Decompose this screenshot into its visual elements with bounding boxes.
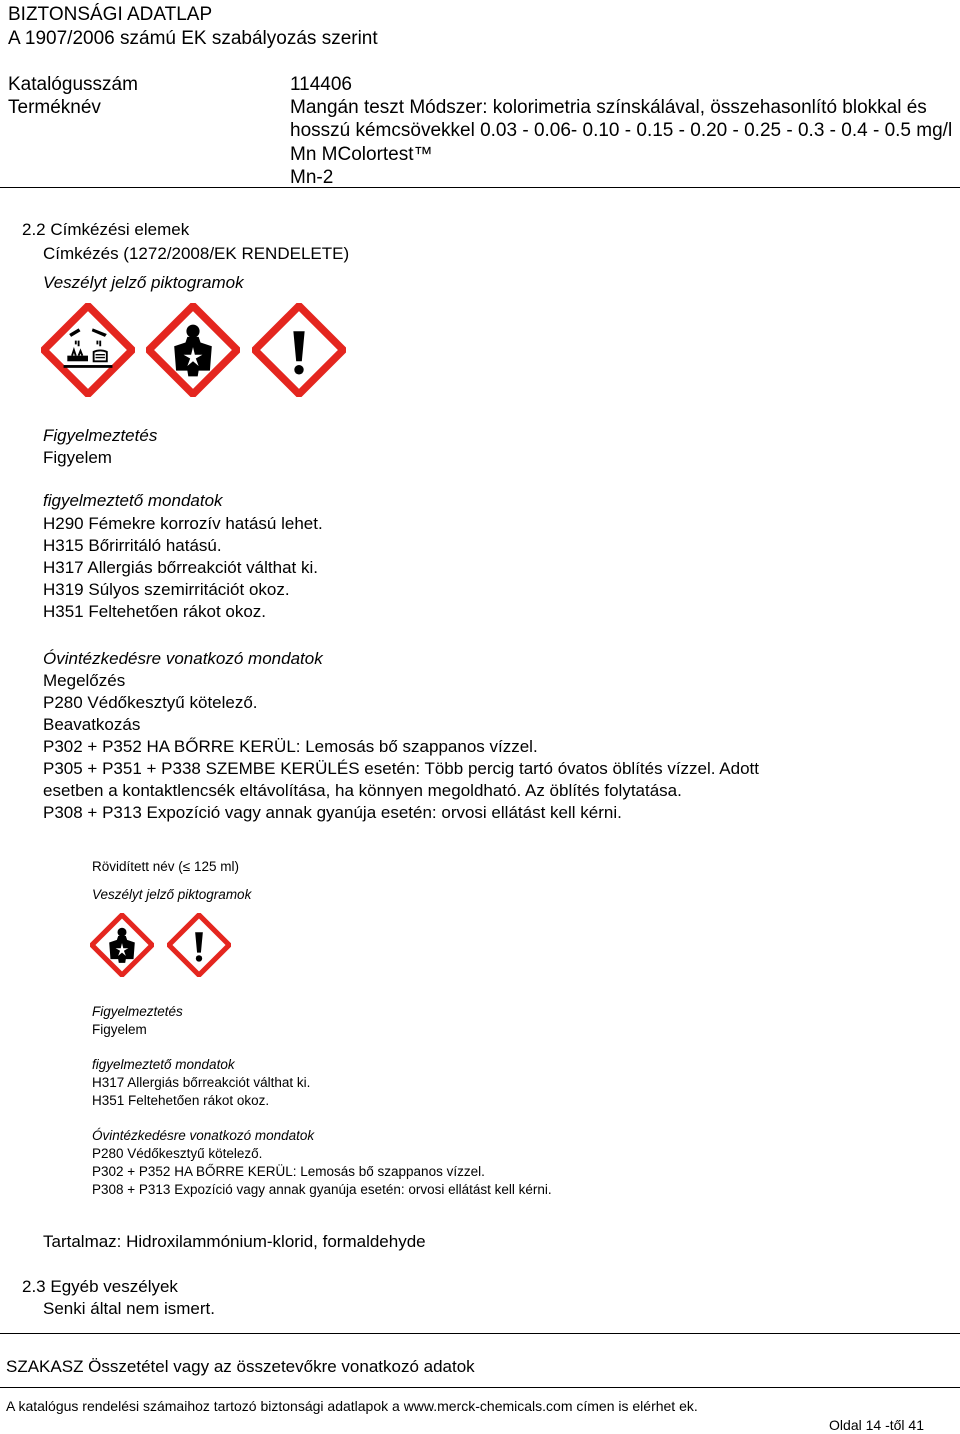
hazard-statements-label: figyelmeztető mondatok bbox=[43, 491, 223, 510]
precautionary-statement: P280 Védőkesztyű kötelező. bbox=[92, 1146, 263, 1161]
response-statement: P302 + P352 HA BŐRRE KERÜL: Lemosás bő szappanos vízzel. bbox=[43, 737, 538, 756]
product-name-line: Mn MColortest™ bbox=[290, 143, 433, 165]
short-hazard-statements bbox=[92, 1074, 310, 1110]
section-3-heading: SZAKASZ Összetétel vagy az összetevőkre vonatkozó adatok bbox=[6, 1357, 475, 1376]
short-pictograms-label: Veszélyt jelző piktogramok bbox=[92, 887, 252, 902]
health-hazard-icon bbox=[146, 303, 240, 397]
exclamation-icon bbox=[167, 913, 231, 977]
page-number: Oldal 14 -től 41 bbox=[829, 1417, 924, 1433]
hazard-statement: H351 Feltehetően rákot okoz. bbox=[92, 1093, 270, 1108]
hazard-statements bbox=[43, 513, 323, 623]
prevention-label: Megelőzés bbox=[43, 671, 126, 690]
response-label: Beavatkozás bbox=[43, 715, 141, 734]
short-precautionary-statements bbox=[92, 1145, 552, 1199]
header-divider bbox=[0, 187, 960, 188]
catalog-label: Katalógusszám bbox=[8, 74, 138, 95]
catalog-number: 114406 bbox=[290, 74, 352, 95]
short-hazard-statements-label: figyelmeztető mondatok bbox=[92, 1057, 235, 1072]
health-hazard-icon bbox=[90, 913, 154, 977]
precautionary-statements-label: Óvintézkedésre vonatkozó mondatok bbox=[43, 649, 323, 668]
other-hazards-text: Senki által nem ismert. bbox=[43, 1299, 215, 1318]
section-heading: 2.3 Egyéb veszélyek bbox=[22, 1277, 178, 1296]
section-heading: 2.2 Címkézési elemek bbox=[22, 220, 190, 239]
hazard-statement: H319 Súlyos szemirritációt okoz. bbox=[43, 580, 290, 599]
signal-word-label: Figyelmeztetés bbox=[43, 426, 158, 445]
precautionary-statement: P302 + P352 HA BŐRRE KERÜL: Lemosás bő szappanos vízzel. bbox=[92, 1164, 485, 1179]
contains-statement: Tartalmaz: Hidroxilammónium-klorid, formaldehyde bbox=[43, 1232, 426, 1251]
signal-word: Figyelem bbox=[43, 448, 112, 467]
hazard-statement: H317 Allergiás bőrreakciót válthat ki. bbox=[92, 1075, 311, 1090]
product-name bbox=[290, 96, 952, 189]
product-name-line: Mn-2 bbox=[290, 166, 334, 188]
labelling-subheading: Címkézés (1272/2008/EK RENDELETE) bbox=[43, 244, 350, 263]
footer-note: A katalógus rendelési számaihoz tartozó biztonsági adatlapok a www.merck-chemicals.com címen is elérhet ek. bbox=[6, 1398, 698, 1414]
response-statement: esetben a kontaktlencsék eltávolítása, ha könnyen megoldható. Az öblítés folytatása. bbox=[43, 781, 682, 800]
product-name-line: hosszú kémcsövekkel 0.03 - 0.06- 0.10 - 0.15 - 0.20 - 0.25 - 0.3 - 0.4 - 0.5 mg/l bbox=[290, 120, 953, 142]
footer-divider bbox=[0, 1387, 960, 1388]
short-label-heading: Rövidített név (≤ 125 ml) bbox=[92, 859, 239, 874]
exclamation-icon bbox=[252, 303, 346, 397]
corrosion-icon bbox=[41, 303, 135, 397]
product-name-line: Mangán teszt Módszer: kolorimetria színskálával, összehasonlító blokkal és bbox=[290, 97, 927, 118]
hazard-statement: H317 Allergiás bőrreakciót válthat ki. bbox=[43, 558, 318, 577]
precautionary-statement: P308 + P313 Expozíció vagy annak gyanúja esetén: orvosi ellátást kell kérni. bbox=[92, 1182, 552, 1197]
pictograms-label: Veszélyt jelző piktogramok bbox=[43, 273, 244, 292]
short-signal-word: Figyelem bbox=[92, 1022, 147, 1037]
response-statement: P305 + P351 + P338 SZEMBE KERÜLÉS esetén: Több percig tartó óvatos öblítés vízzel. Adott bbox=[43, 759, 759, 778]
short-precautionary-label: Óvintézkedésre vonatkozó mondatok bbox=[92, 1128, 315, 1143]
product-label: Terméknév bbox=[8, 97, 101, 118]
response-statement: P308 + P313 Expozíció vagy annak gyanúja esetén: orvosi ellátást kell kérni. bbox=[43, 803, 622, 822]
short-signal-word-label: Figyelmeztetés bbox=[92, 1004, 183, 1019]
hazard-statement: H290 Fémekre korrozív hatású lehet. bbox=[43, 514, 323, 533]
regulation-reference: A 1907/2006 számú EK szabályozás szerint bbox=[8, 28, 378, 49]
prevention-statement: P280 Védőkesztyű kötelező. bbox=[43, 693, 258, 712]
document-title: BIZTONSÁGI ADATLAP bbox=[8, 4, 213, 25]
hazard-statement: H315 Bőrirritáló hatású. bbox=[43, 536, 222, 555]
response-statements bbox=[43, 736, 759, 824]
hazard-statement: H351 Feltehetően rákot okoz. bbox=[43, 602, 267, 621]
section-divider bbox=[0, 1333, 960, 1334]
